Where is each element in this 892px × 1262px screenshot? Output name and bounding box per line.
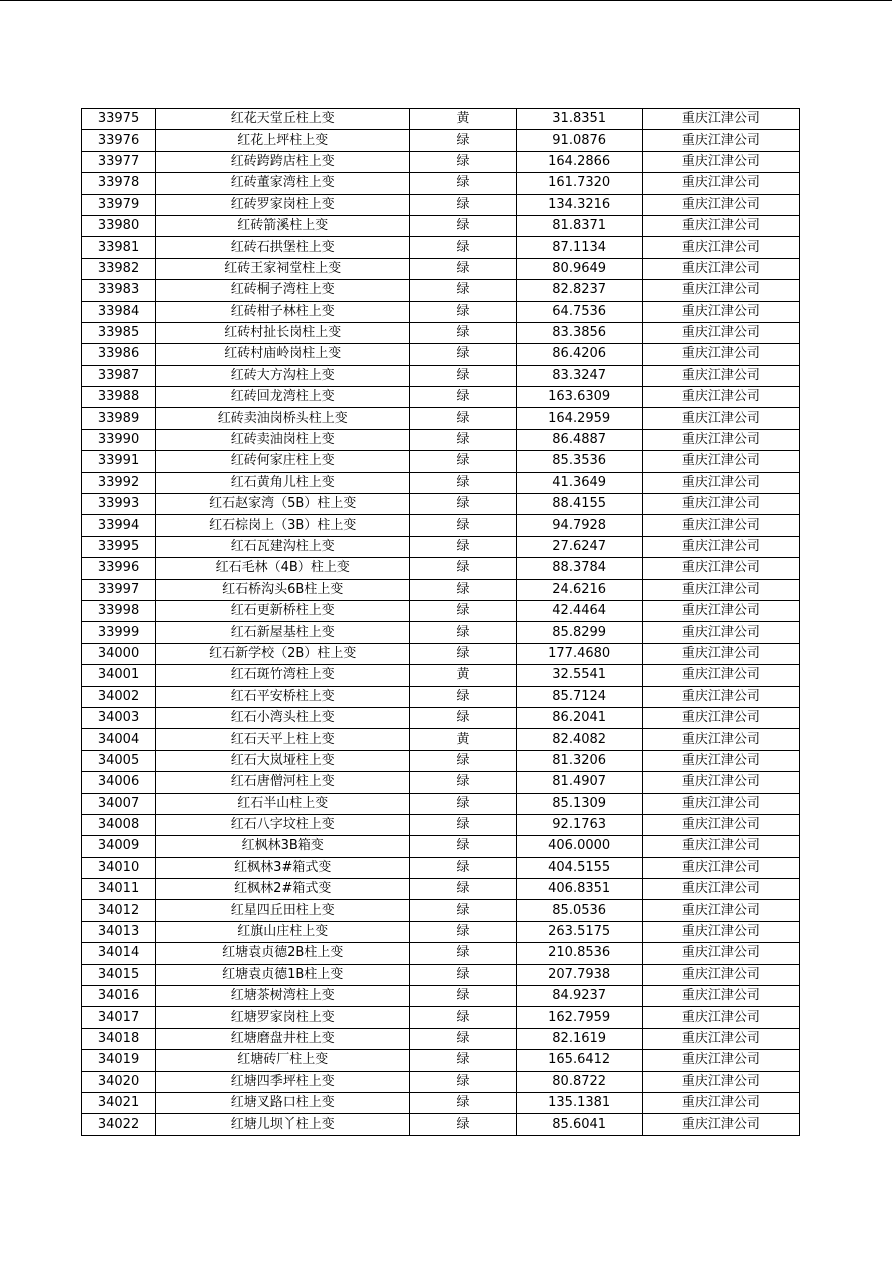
value-cell: 91.0876 [516, 130, 642, 151]
company-cell: 重庆江津公司 [642, 879, 799, 900]
company-cell: 重庆江津公司 [642, 1114, 799, 1135]
row-id-cell: 33979 [82, 194, 156, 215]
row-id-cell: 33987 [82, 365, 156, 386]
transformer-name-cell: 红石八字坟柱上变 [156, 814, 410, 835]
table-row [82, 707, 800, 728]
value-cell: 82.8237 [516, 280, 642, 301]
row-id-cell: 34007 [82, 793, 156, 814]
value-cell: 42.4464 [516, 600, 642, 621]
row-id-cell: 34006 [82, 772, 156, 793]
company-cell: 重庆江津公司 [642, 258, 799, 279]
transformer-name-cell: 红塘茶树湾柱上变 [156, 986, 410, 1007]
status-level-cell: 绿 [410, 365, 516, 386]
table-row [82, 665, 800, 686]
company-cell: 重庆江津公司 [642, 707, 799, 728]
table-row [82, 344, 800, 365]
transformer-name-cell: 红塘罗家岗柱上变 [156, 1007, 410, 1028]
table-row [82, 1092, 800, 1113]
transformer-name-cell: 红塘四季坪柱上变 [156, 1071, 410, 1092]
transformer-name-cell: 红砖罗家岗柱上变 [156, 194, 410, 215]
company-cell: 重庆江津公司 [642, 387, 799, 408]
status-level-cell: 绿 [410, 1092, 516, 1113]
row-id-cell: 33986 [82, 344, 156, 365]
company-cell: 重庆江津公司 [642, 750, 799, 771]
transformer-name-cell: 红石天平上柱上变 [156, 729, 410, 750]
company-cell: 重庆江津公司 [642, 451, 799, 472]
transformer-name-cell: 红砖箭溪柱上变 [156, 215, 410, 236]
transformer-name-cell: 红砖柑子林柱上变 [156, 301, 410, 322]
status-level-cell: 绿 [410, 964, 516, 985]
table-row [82, 622, 800, 643]
value-cell: 31.8351 [516, 109, 642, 130]
transformer-name-cell: 红砖王家祠堂柱上变 [156, 258, 410, 279]
row-id-cell: 33985 [82, 322, 156, 343]
status-level-cell: 绿 [410, 151, 516, 172]
transformer-name-cell: 红砖回龙湾柱上变 [156, 387, 410, 408]
company-cell: 重庆江津公司 [642, 536, 799, 557]
company-cell: 重庆江津公司 [642, 130, 799, 151]
row-id-cell: 34005 [82, 750, 156, 771]
company-cell: 重庆江津公司 [642, 1028, 799, 1049]
transformer-name-cell: 红砖桐子湾柱上变 [156, 280, 410, 301]
status-level-cell: 绿 [410, 451, 516, 472]
table-row [82, 494, 800, 515]
status-level-cell: 绿 [410, 836, 516, 857]
row-id-cell: 34002 [82, 686, 156, 707]
status-level-cell: 绿 [410, 344, 516, 365]
status-level-cell: 绿 [410, 472, 516, 493]
status-level-cell: 绿 [410, 237, 516, 258]
company-cell: 重庆江津公司 [642, 857, 799, 878]
value-cell: 163.6309 [516, 387, 642, 408]
row-id-cell: 34011 [82, 879, 156, 900]
transformer-name-cell: 红旗山庄柱上变 [156, 921, 410, 942]
status-level-cell: 绿 [410, 301, 516, 322]
company-cell: 重庆江津公司 [642, 814, 799, 835]
transformer-name-cell: 红砖董家湾柱上变 [156, 173, 410, 194]
transformer-name-cell: 红砖石拱堡柱上变 [156, 237, 410, 258]
status-level-cell: 绿 [410, 943, 516, 964]
transformer-name-cell: 红石新学校（2B）柱上变 [156, 643, 410, 664]
row-id-cell: 33976 [82, 130, 156, 151]
value-cell: 80.9649 [516, 258, 642, 279]
value-cell: 164.2866 [516, 151, 642, 172]
table-row [82, 536, 800, 557]
table-row [82, 986, 800, 1007]
row-id-cell: 34017 [82, 1007, 156, 1028]
table-row [82, 1114, 800, 1135]
row-id-cell: 34013 [82, 921, 156, 942]
company-cell: 重庆江津公司 [642, 686, 799, 707]
table-row [82, 1028, 800, 1049]
row-id-cell: 34021 [82, 1092, 156, 1113]
value-cell: 135.1381 [516, 1092, 642, 1113]
table-row [82, 151, 800, 172]
transformer-name-cell: 红砖卖油岗桥头柱上变 [156, 408, 410, 429]
transformer-name-cell: 红石半山柱上变 [156, 793, 410, 814]
transformer-name-cell: 红砖何家庄柱上变 [156, 451, 410, 472]
value-cell: 162.7959 [516, 1007, 642, 1028]
transformer-name-cell: 红砖跨跨店柱上变 [156, 151, 410, 172]
value-cell: 64.7536 [516, 301, 642, 322]
transformer-name-cell: 红石唐僧河柱上变 [156, 772, 410, 793]
company-cell: 重庆江津公司 [642, 622, 799, 643]
value-cell: 82.4082 [516, 729, 642, 750]
transformer-name-cell: 红星四丘田柱上变 [156, 900, 410, 921]
status-level-cell: 黄 [410, 109, 516, 130]
table-row [82, 772, 800, 793]
transformer-name-cell: 红石斑竹湾柱上变 [156, 665, 410, 686]
status-level-cell: 绿 [410, 814, 516, 835]
table-row [82, 173, 800, 194]
table-row [82, 943, 800, 964]
transformer-name-cell: 红石新屋基柱上变 [156, 622, 410, 643]
value-cell: 207.7938 [516, 964, 642, 985]
value-cell: 32.5541 [516, 665, 642, 686]
table-row [82, 322, 800, 343]
value-cell: 88.4155 [516, 494, 642, 515]
row-id-cell: 34020 [82, 1071, 156, 1092]
value-cell: 263.5175 [516, 921, 642, 942]
transformer-name-cell: 红石桥沟头6B柱上变 [156, 579, 410, 600]
row-id-cell: 33993 [82, 494, 156, 515]
transformer-name-cell: 红塘儿坝丫柱上变 [156, 1114, 410, 1135]
transformer-table [81, 108, 800, 1136]
company-cell: 重庆江津公司 [642, 151, 799, 172]
transformer-name-cell: 红枫林3B箱变 [156, 836, 410, 857]
company-cell: 重庆江津公司 [642, 344, 799, 365]
table-row [82, 472, 800, 493]
table-row [82, 280, 800, 301]
company-cell: 重庆江津公司 [642, 772, 799, 793]
company-cell: 重庆江津公司 [642, 494, 799, 515]
status-level-cell: 黄 [410, 665, 516, 686]
value-cell: 41.3649 [516, 472, 642, 493]
transformer-name-cell: 红石大岚垭柱上变 [156, 750, 410, 771]
transformer-name-cell: 红砖村扯长岗柱上变 [156, 322, 410, 343]
status-level-cell: 绿 [410, 387, 516, 408]
table-row [82, 1050, 800, 1071]
row-id-cell: 33996 [82, 558, 156, 579]
company-cell: 重庆江津公司 [642, 301, 799, 322]
row-id-cell: 33982 [82, 258, 156, 279]
company-cell: 重庆江津公司 [642, 237, 799, 258]
company-cell: 重庆江津公司 [642, 600, 799, 621]
status-level-cell: 绿 [410, 1071, 516, 1092]
row-id-cell: 34012 [82, 900, 156, 921]
company-cell: 重庆江津公司 [642, 194, 799, 215]
table-row [82, 408, 800, 429]
status-level-cell: 绿 [410, 921, 516, 942]
transformer-name-cell: 红石瓦建沟柱上变 [156, 536, 410, 557]
transformer-name-cell: 红砖大方沟柱上变 [156, 365, 410, 386]
company-cell: 重庆江津公司 [642, 729, 799, 750]
status-level-cell: 绿 [410, 258, 516, 279]
company-cell: 重庆江津公司 [642, 515, 799, 536]
value-cell: 404.5155 [516, 857, 642, 878]
status-level-cell: 绿 [410, 1114, 516, 1135]
value-cell: 134.3216 [516, 194, 642, 215]
value-cell: 81.3206 [516, 750, 642, 771]
table-row [82, 600, 800, 621]
row-id-cell: 33994 [82, 515, 156, 536]
table-row [82, 365, 800, 386]
value-cell: 85.7124 [516, 686, 642, 707]
status-level-cell: 绿 [410, 322, 516, 343]
status-level-cell: 绿 [410, 280, 516, 301]
status-level-cell: 绿 [410, 194, 516, 215]
table-row [82, 301, 800, 322]
value-cell: 84.9237 [516, 986, 642, 1007]
table-row [82, 921, 800, 942]
table-row [82, 579, 800, 600]
status-level-cell: 绿 [410, 1007, 516, 1028]
value-cell: 85.6041 [516, 1114, 642, 1135]
row-id-cell: 33975 [82, 109, 156, 130]
company-cell: 重庆江津公司 [642, 280, 799, 301]
row-id-cell: 34004 [82, 729, 156, 750]
company-cell: 重庆江津公司 [642, 986, 799, 1007]
row-id-cell: 34016 [82, 986, 156, 1007]
status-level-cell: 绿 [410, 707, 516, 728]
company-cell: 重庆江津公司 [642, 365, 799, 386]
row-id-cell: 34018 [82, 1028, 156, 1049]
value-cell: 87.1134 [516, 237, 642, 258]
company-cell: 重庆江津公司 [642, 1007, 799, 1028]
value-cell: 83.3856 [516, 322, 642, 343]
status-level-cell: 绿 [410, 900, 516, 921]
transformer-name-cell: 红石棕岗上（3B）柱上变 [156, 515, 410, 536]
row-id-cell: 33997 [82, 579, 156, 600]
value-cell: 92.1763 [516, 814, 642, 835]
company-cell: 重庆江津公司 [642, 964, 799, 985]
row-id-cell: 34019 [82, 1050, 156, 1071]
status-level-cell: 绿 [410, 750, 516, 771]
table-row [82, 130, 800, 151]
company-cell: 重庆江津公司 [642, 1050, 799, 1071]
transformer-name-cell: 红塘叉路口柱上变 [156, 1092, 410, 1113]
transformer-name-cell: 红石黄角儿柱上变 [156, 472, 410, 493]
row-id-cell: 34010 [82, 857, 156, 878]
value-cell: 177.4680 [516, 643, 642, 664]
transformer-name-cell: 红砖村庙岭岗柱上变 [156, 344, 410, 365]
row-id-cell: 33980 [82, 215, 156, 236]
table-row [82, 429, 800, 450]
value-cell: 85.1309 [516, 793, 642, 814]
value-cell: 86.4887 [516, 429, 642, 450]
table-row [82, 1071, 800, 1092]
transformer-name-cell: 红塘袁贞德2B柱上变 [156, 943, 410, 964]
transformer-name-cell: 红塘砖厂柱上变 [156, 1050, 410, 1071]
company-cell: 重庆江津公司 [642, 943, 799, 964]
value-cell: 165.6412 [516, 1050, 642, 1071]
table-row [82, 857, 800, 878]
row-id-cell: 33984 [82, 301, 156, 322]
status-level-cell: 绿 [410, 857, 516, 878]
row-id-cell: 33981 [82, 237, 156, 258]
row-id-cell: 33995 [82, 536, 156, 557]
value-cell: 81.4907 [516, 772, 642, 793]
value-cell: 94.7928 [516, 515, 642, 536]
status-level-cell: 绿 [410, 622, 516, 643]
company-cell: 重庆江津公司 [642, 643, 799, 664]
value-cell: 406.0000 [516, 836, 642, 857]
status-level-cell: 绿 [410, 772, 516, 793]
table-row [82, 109, 800, 130]
status-level-cell: 绿 [410, 429, 516, 450]
row-id-cell: 33989 [82, 408, 156, 429]
value-cell: 406.8351 [516, 879, 642, 900]
company-cell: 重庆江津公司 [642, 173, 799, 194]
table-row [82, 515, 800, 536]
transformer-name-cell: 红枫林3#箱式变 [156, 857, 410, 878]
table-row [82, 258, 800, 279]
value-cell: 86.4206 [516, 344, 642, 365]
table-row [82, 558, 800, 579]
company-cell: 重庆江津公司 [642, 215, 799, 236]
row-id-cell: 34003 [82, 707, 156, 728]
value-cell: 85.0536 [516, 900, 642, 921]
row-id-cell: 34009 [82, 836, 156, 857]
row-id-cell: 33990 [82, 429, 156, 450]
status-level-cell: 绿 [410, 579, 516, 600]
value-cell: 27.6247 [516, 536, 642, 557]
row-id-cell: 34014 [82, 943, 156, 964]
value-cell: 85.8299 [516, 622, 642, 643]
value-cell: 80.8722 [516, 1071, 642, 1092]
table-row [82, 964, 800, 985]
transformer-name-cell: 红石小湾头柱上变 [156, 707, 410, 728]
company-cell: 重庆江津公司 [642, 1092, 799, 1113]
company-cell: 重庆江津公司 [642, 793, 799, 814]
table-row [82, 451, 800, 472]
value-cell: 85.3536 [516, 451, 642, 472]
row-id-cell: 34000 [82, 643, 156, 664]
table-body [82, 109, 800, 1136]
status-level-cell: 绿 [410, 643, 516, 664]
value-cell: 81.8371 [516, 215, 642, 236]
table-row [82, 686, 800, 707]
company-cell: 重庆江津公司 [642, 429, 799, 450]
transformer-name-cell: 红塘磨盘井柱上变 [156, 1028, 410, 1049]
row-id-cell: 33991 [82, 451, 156, 472]
table-row [82, 215, 800, 236]
table-row [82, 643, 800, 664]
value-cell: 86.2041 [516, 707, 642, 728]
status-level-cell: 绿 [410, 515, 516, 536]
value-cell: 210.8536 [516, 943, 642, 964]
table-row [82, 1007, 800, 1028]
status-level-cell: 绿 [410, 558, 516, 579]
row-id-cell: 33983 [82, 280, 156, 301]
transformer-name-cell: 红枫林2#箱式变 [156, 879, 410, 900]
table-row [82, 814, 800, 835]
value-cell: 88.3784 [516, 558, 642, 579]
table-row [82, 836, 800, 857]
status-level-cell: 绿 [410, 215, 516, 236]
value-cell: 161.7320 [516, 173, 642, 194]
value-cell: 24.6216 [516, 579, 642, 600]
value-cell: 83.3247 [516, 365, 642, 386]
transformer-name-cell: 红塘袁贞德1B柱上变 [156, 964, 410, 985]
status-level-cell: 绿 [410, 173, 516, 194]
table-row [82, 900, 800, 921]
row-id-cell: 33999 [82, 622, 156, 643]
transformer-name-cell: 红砖卖油岗柱上变 [156, 429, 410, 450]
row-id-cell: 33992 [82, 472, 156, 493]
transformer-name-cell: 红石赵家湾（5B）柱上变 [156, 494, 410, 515]
company-cell: 重庆江津公司 [642, 408, 799, 429]
company-cell: 重庆江津公司 [642, 836, 799, 857]
status-level-cell: 绿 [410, 494, 516, 515]
page-top-border [0, 0, 892, 1]
company-cell: 重庆江津公司 [642, 472, 799, 493]
transformer-name-cell: 红花天堂丘柱上变 [156, 109, 410, 130]
row-id-cell: 34015 [82, 964, 156, 985]
company-cell: 重庆江津公司 [642, 109, 799, 130]
value-cell: 82.1619 [516, 1028, 642, 1049]
transformer-name-cell: 红石平安桥柱上变 [156, 686, 410, 707]
status-level-cell: 绿 [410, 130, 516, 151]
status-level-cell: 绿 [410, 408, 516, 429]
status-level-cell: 黄 [410, 729, 516, 750]
table-row [82, 729, 800, 750]
row-id-cell: 33978 [82, 173, 156, 194]
company-cell: 重庆江津公司 [642, 558, 799, 579]
table-row [82, 194, 800, 215]
row-id-cell: 34022 [82, 1114, 156, 1135]
company-cell: 重庆江津公司 [642, 1071, 799, 1092]
row-id-cell: 34008 [82, 814, 156, 835]
company-cell: 重庆江津公司 [642, 900, 799, 921]
company-cell: 重庆江津公司 [642, 921, 799, 942]
status-level-cell: 绿 [410, 879, 516, 900]
company-cell: 重庆江津公司 [642, 579, 799, 600]
status-level-cell: 绿 [410, 793, 516, 814]
status-level-cell: 绿 [410, 1028, 516, 1049]
row-id-cell: 33977 [82, 151, 156, 172]
table-row [82, 793, 800, 814]
table-row [82, 387, 800, 408]
row-id-cell: 33998 [82, 600, 156, 621]
value-cell: 164.2959 [516, 408, 642, 429]
transformer-name-cell: 红石毛林（4B）柱上变 [156, 558, 410, 579]
company-cell: 重庆江津公司 [642, 665, 799, 686]
table-row [82, 879, 800, 900]
status-level-cell: 绿 [410, 686, 516, 707]
status-level-cell: 绿 [410, 536, 516, 557]
row-id-cell: 34001 [82, 665, 156, 686]
transformer-name-cell: 红石更新桥柱上变 [156, 600, 410, 621]
row-id-cell: 33988 [82, 387, 156, 408]
status-level-cell: 绿 [410, 600, 516, 621]
table-row [82, 750, 800, 771]
table-row [82, 237, 800, 258]
transformer-name-cell: 红花上坪柱上变 [156, 130, 410, 151]
company-cell: 重庆江津公司 [642, 322, 799, 343]
status-level-cell: 绿 [410, 986, 516, 1007]
status-level-cell: 绿 [410, 1050, 516, 1071]
